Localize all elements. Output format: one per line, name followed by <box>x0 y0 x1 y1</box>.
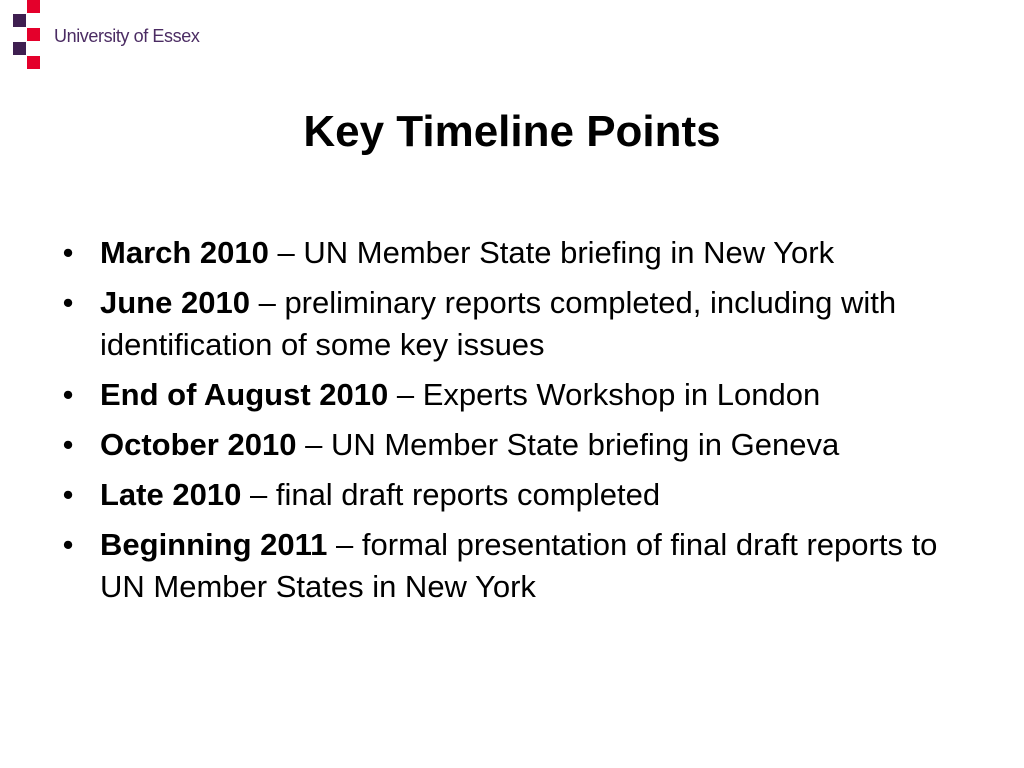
timeline-date: Beginning 2011 <box>100 527 328 562</box>
timeline-date: Late 2010 <box>100 477 242 512</box>
bullet-icon: • <box>62 477 74 512</box>
list-item <box>58 474 958 516</box>
dash-separator: – <box>396 377 415 412</box>
timeline-description: UN Member State briefing in New York <box>303 235 835 270</box>
list-item <box>58 424 958 466</box>
timeline-date: March 2010 <box>100 235 269 270</box>
dash-separator: – <box>336 527 354 562</box>
timeline-description: UN Member State briefing in Geneva <box>330 427 840 462</box>
timeline-date: June 2010 <box>100 285 250 320</box>
university-of-essex-logo-mark-icon <box>0 0 44 72</box>
dash-separator: – <box>258 285 276 320</box>
logo-text: University of Essex <box>54 26 200 46</box>
bullet-icon: • <box>62 527 74 562</box>
timeline-list <box>58 232 958 616</box>
timeline-description: formal presentation of final draft reports to UN Member States in New York <box>100 527 938 604</box>
list-item <box>58 282 958 366</box>
timeline-date: End of August 2010 <box>100 377 389 412</box>
bullet-icon: • <box>62 377 74 412</box>
timeline-description: preliminary reports completed, including with identification of some key issues <box>100 285 897 362</box>
dash-separator: – <box>249 477 268 512</box>
timeline-date: October 2010 <box>100 427 297 462</box>
list-item <box>58 232 958 274</box>
timeline-description: final draft reports completed <box>275 477 661 512</box>
dash-separator: – <box>277 235 295 270</box>
timeline-description: Experts Workshop in London <box>422 377 821 412</box>
list-item <box>58 524 958 608</box>
dash-separator: – <box>305 427 323 462</box>
university-logo <box>0 0 230 72</box>
bullet-icon: • <box>62 427 74 462</box>
slide-title: Key Timeline Points <box>303 107 721 156</box>
list-item <box>58 374 958 416</box>
bullet-icon: • <box>62 235 74 270</box>
bullet-icon: • <box>62 285 74 320</box>
